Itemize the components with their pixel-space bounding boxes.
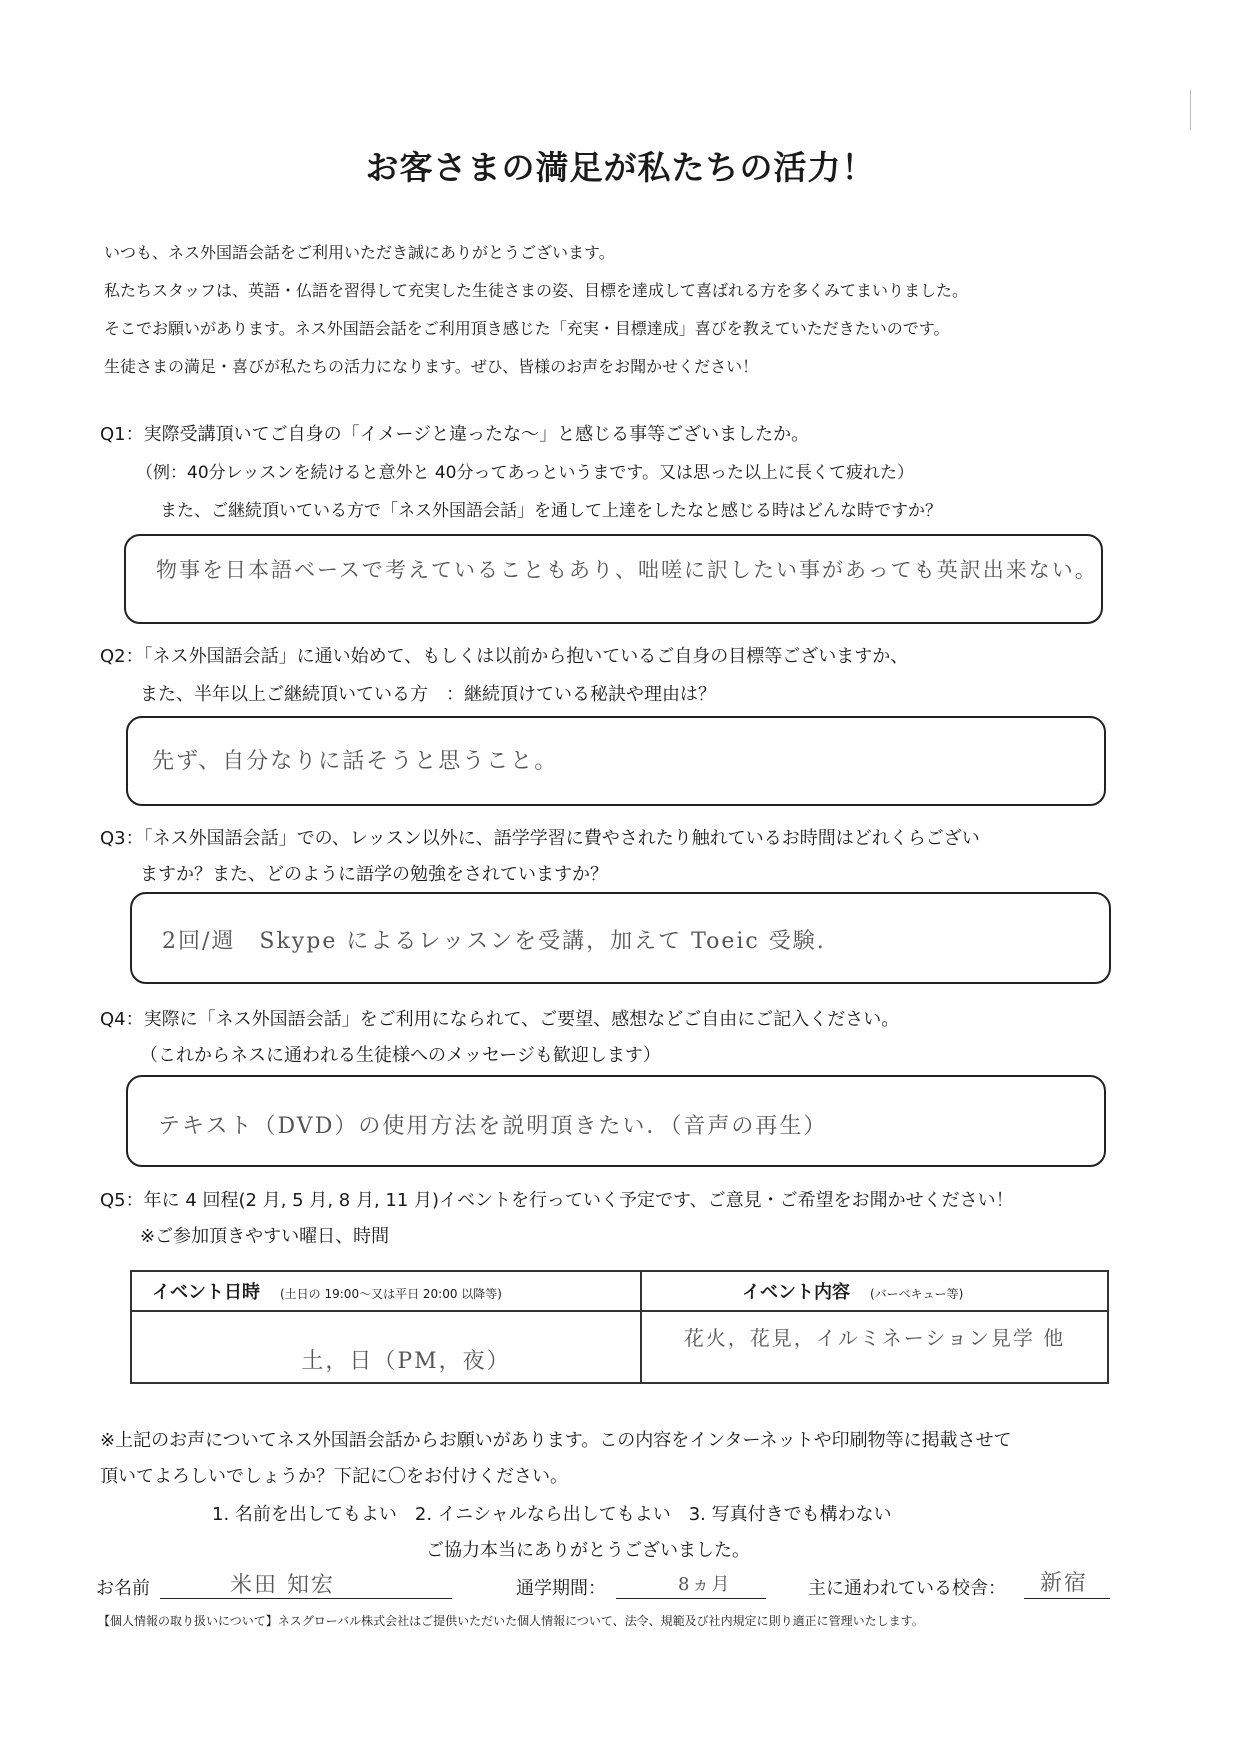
period-label: 通学期間： — [516, 1578, 606, 1599]
name-value: 米田 知宏 — [230, 1573, 335, 1598]
school-field[interactable] — [1024, 1572, 1110, 1599]
q1-answer: 物事を日本語ベースで考えていることもあり、咄嗟に訳したい事があっても英訳出来ない。 — [156, 558, 1098, 582]
scan-edge-mark — [1190, 90, 1191, 130]
q2-question: Q2：「ネス外国語会話」に通い始めて、もしくは以前から抱いているご自身の目標等ございますか、 — [100, 646, 909, 667]
school-label: 主に通われている校舎： — [808, 1578, 1006, 1599]
q2-question-2: また、半年以上ご継続頂いている方 ：継続頂けている秘訣や理由は？ — [140, 684, 716, 705]
intro-line: そこでお願いがあります。ネス外国語会話をご利用頂き感じた「充実・目標達成」喜びを教えていただきたいのです。 — [104, 319, 950, 338]
q5-note: ※ご参加頂きやすい曜日、時間 — [140, 1226, 390, 1247]
event-content-label: イベント内容 — [742, 1282, 850, 1303]
consent-request-2: 頂いてよろしいでしょうか？下記に〇をお付けください。 — [100, 1466, 568, 1487]
q4-question-2: （これからネスに通われる生徒様へのメッセージも歓迎します） — [140, 1045, 661, 1066]
event-content-cell[interactable] — [641, 1311, 1108, 1383]
q3-answer-box[interactable] — [130, 892, 1111, 984]
consent-request: ※上記のお声についてネス外国語会話からお願いがあります。この内容をインターネットや印刷物等に掲載させて — [100, 1430, 1012, 1451]
q4-question: Q4：実際に「ネス外国語会話」をご利用になられて、ご要望、感想などご自由にご記入ください。 — [100, 1009, 900, 1030]
consent-options[interactable]: 1. 名前を出してもよい 2. イニシャルなら出してもよい 3. 写真付きでも構わない — [212, 1504, 892, 1525]
q1-answer-box[interactable] — [124, 534, 1103, 624]
thanks-message: ご協力本当にありがとうございました。 — [426, 1540, 750, 1561]
event-content-header — [641, 1271, 1108, 1311]
event-content-answer: 花火，花見，イルミネーション見学 他 — [683, 1326, 1066, 1350]
q2-answer: 先ず、自分なりに話そうと思うこと。 — [152, 749, 559, 774]
school-value: 新宿 — [1040, 1571, 1089, 1596]
q1-question: Q1：実際受講頂いてご自身の「イメージと違ったな～」と感じる事等ございましたか。 — [100, 424, 810, 445]
page-title: お客さまの満足が私たちの活力！ — [365, 148, 876, 187]
q1-question-2: また、ご継続頂いている方で「ネス外国語会話」を通して上達をしたなと感じる時はどんな時ですか？ — [160, 501, 942, 521]
event-datetime-answer: 土，日（PM，夜） — [301, 1348, 511, 1374]
q4-answer: テキスト（DVD）の使用方法を説明頂きたい．（音声の再生） — [158, 1114, 828, 1139]
q3-answer: 2回/週 Skype によるレッスンを受講，加えて Toeic 受験. — [162, 929, 826, 954]
period-value: 8ヵ月 — [678, 1574, 732, 1595]
event-datetime-label: イベント日時 — [152, 1282, 260, 1303]
event-datetime-header — [131, 1271, 641, 1311]
name-label: お名前 — [96, 1578, 150, 1599]
event-datetime-note: (土日の 19:00～又は平日 20:00 以降等) — [280, 1287, 502, 1301]
q1-example: （例：40分レッスンを続けると意外と 40分ってあっというまです。又は思った以上に長くて疲れた） — [136, 463, 914, 483]
q3-question-2: ますか？また、どのように語学の勉強をされていますか？ — [140, 864, 608, 885]
intro-line: 生徒さまの満足・喜びが私たちの活力になります。ぜひ、皆様のお声をお聞かせください！ — [104, 357, 759, 376]
name-field[interactable] — [160, 1572, 452, 1599]
event-datetime-cell[interactable] — [131, 1311, 641, 1383]
q5-question: Q5：年に 4 回程(2 月, 5 月, 8 月, 11 月)イベントを行っていく予定です、ご意見・ご希望をお聞かせください！ — [100, 1190, 1014, 1211]
event-content-note: (バーベキュー等) — [870, 1287, 964, 1301]
event-table — [130, 1270, 1109, 1384]
intro-line: 私たちスタッフは、英語・仏語を習得して充実した生徒さまの姿、目標を達成して喜ばれる方を多くみてまいりました。 — [104, 281, 969, 300]
privacy-notice: 【個人情報の取り扱いについて】ネスグローバル株式会社はご提供いただいた個人情報について、法令、規範及び社内規定に則り適正に管理いたします。 — [98, 1614, 924, 1628]
q4-answer-box[interactable] — [126, 1075, 1106, 1167]
intro-line: いつも、ネス外国語会話をご利用いただき誠にありがとうございます。 — [104, 243, 615, 262]
q2-answer-box[interactable] — [126, 716, 1106, 806]
q3-question: Q3：「ネス外国語会話」での、レッスン以外に、語学学習に費やされたり触れているお時間はどれくらござい — [100, 828, 980, 849]
period-field[interactable] — [616, 1572, 766, 1599]
